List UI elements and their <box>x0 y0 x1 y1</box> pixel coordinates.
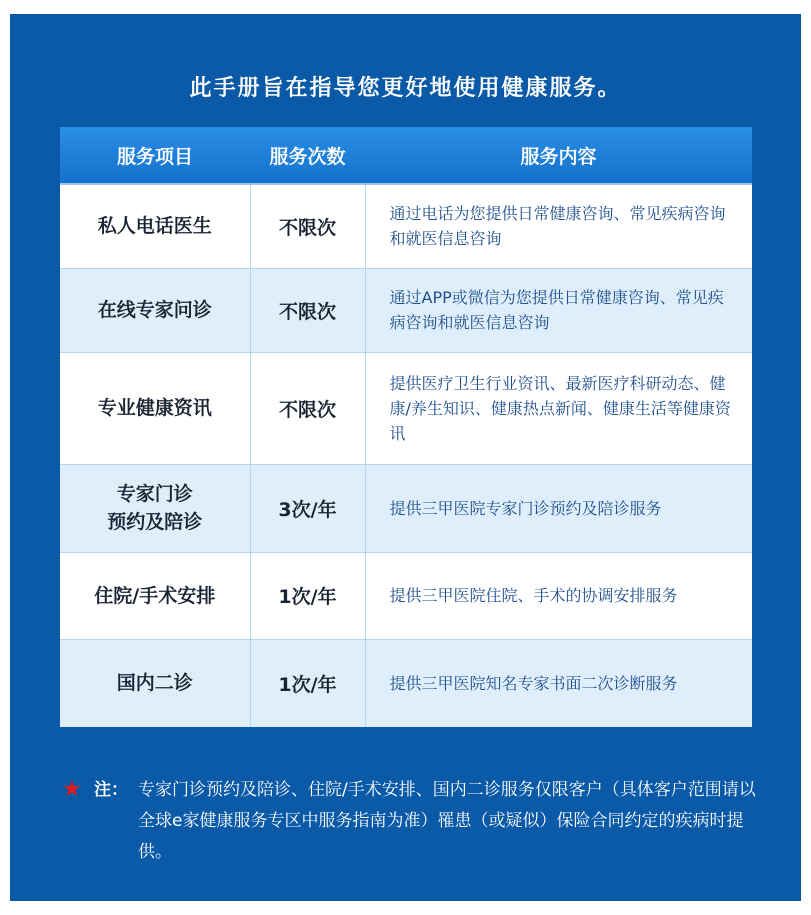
table-row <box>60 268 752 352</box>
service-count: 1次/年 <box>250 552 365 639</box>
footnote-text: 专家门诊预约及陪诊、住院/手术安排、国内二诊服务仅限客户（具体客户范围请以全球e家健康服务专区中服务指南为准）罹患（或疑似）保险合同约定的疾病时提供。 <box>138 780 756 862</box>
service-content: 通过APP或微信为您提供日常健康咨询、常见疾病咨询和就医信息咨询 <box>365 268 752 352</box>
table-row <box>60 639 752 727</box>
service-count: 不限次 <box>250 352 365 464</box>
service-item <box>60 464 250 552</box>
service-content: 提供三甲医院专家门诊预约及陪诊服务 <box>365 464 752 552</box>
header-service-content: 服务内容 <box>365 127 752 184</box>
service-count: 不限次 <box>250 184 365 268</box>
table-row <box>60 184 752 268</box>
star-icon: ★ <box>62 777 82 802</box>
table-header-row <box>60 127 752 184</box>
service-content: 提供三甲医院知名专家书面二次诊断服务 <box>365 639 752 727</box>
footnote-label: 注： <box>94 780 128 800</box>
service-content: 提供三甲医院住院、手术的协调安排服务 <box>365 552 752 639</box>
header-service-item: 服务项目 <box>60 127 250 184</box>
service-item: 住院/手术安排 <box>60 552 250 639</box>
service-item-line: 预约及陪诊 <box>107 511 203 533</box>
table-row <box>60 552 752 639</box>
service-item: 专业健康资讯 <box>60 352 250 464</box>
footnote <box>62 775 762 868</box>
service-item: 私人电话医生 <box>60 184 250 268</box>
table-row <box>60 352 752 464</box>
service-content: 提供医疗卫生行业资讯、最新医疗科研动态、健康/养生知识、健康热点新闻、健康生活等健康资讯 <box>365 352 752 464</box>
service-table <box>60 127 752 727</box>
service-item-line: 专家门诊 <box>116 483 193 505</box>
service-count: 不限次 <box>250 268 365 352</box>
service-item: 在线专家问诊 <box>60 268 250 352</box>
service-count: 3次/年 <box>250 464 365 552</box>
page-heading: 此手册旨在指导您更好地使用健康服务。 <box>189 76 622 101</box>
table-row <box>60 464 752 552</box>
service-item: 国内二诊 <box>60 639 250 727</box>
service-content: 通过电话为您提供日常健康咨询、常见疾病咨询和就医信息咨询 <box>365 184 752 268</box>
header-service-count: 服务次数 <box>250 127 365 184</box>
service-count: 1次/年 <box>250 639 365 727</box>
service-panel <box>10 14 801 901</box>
